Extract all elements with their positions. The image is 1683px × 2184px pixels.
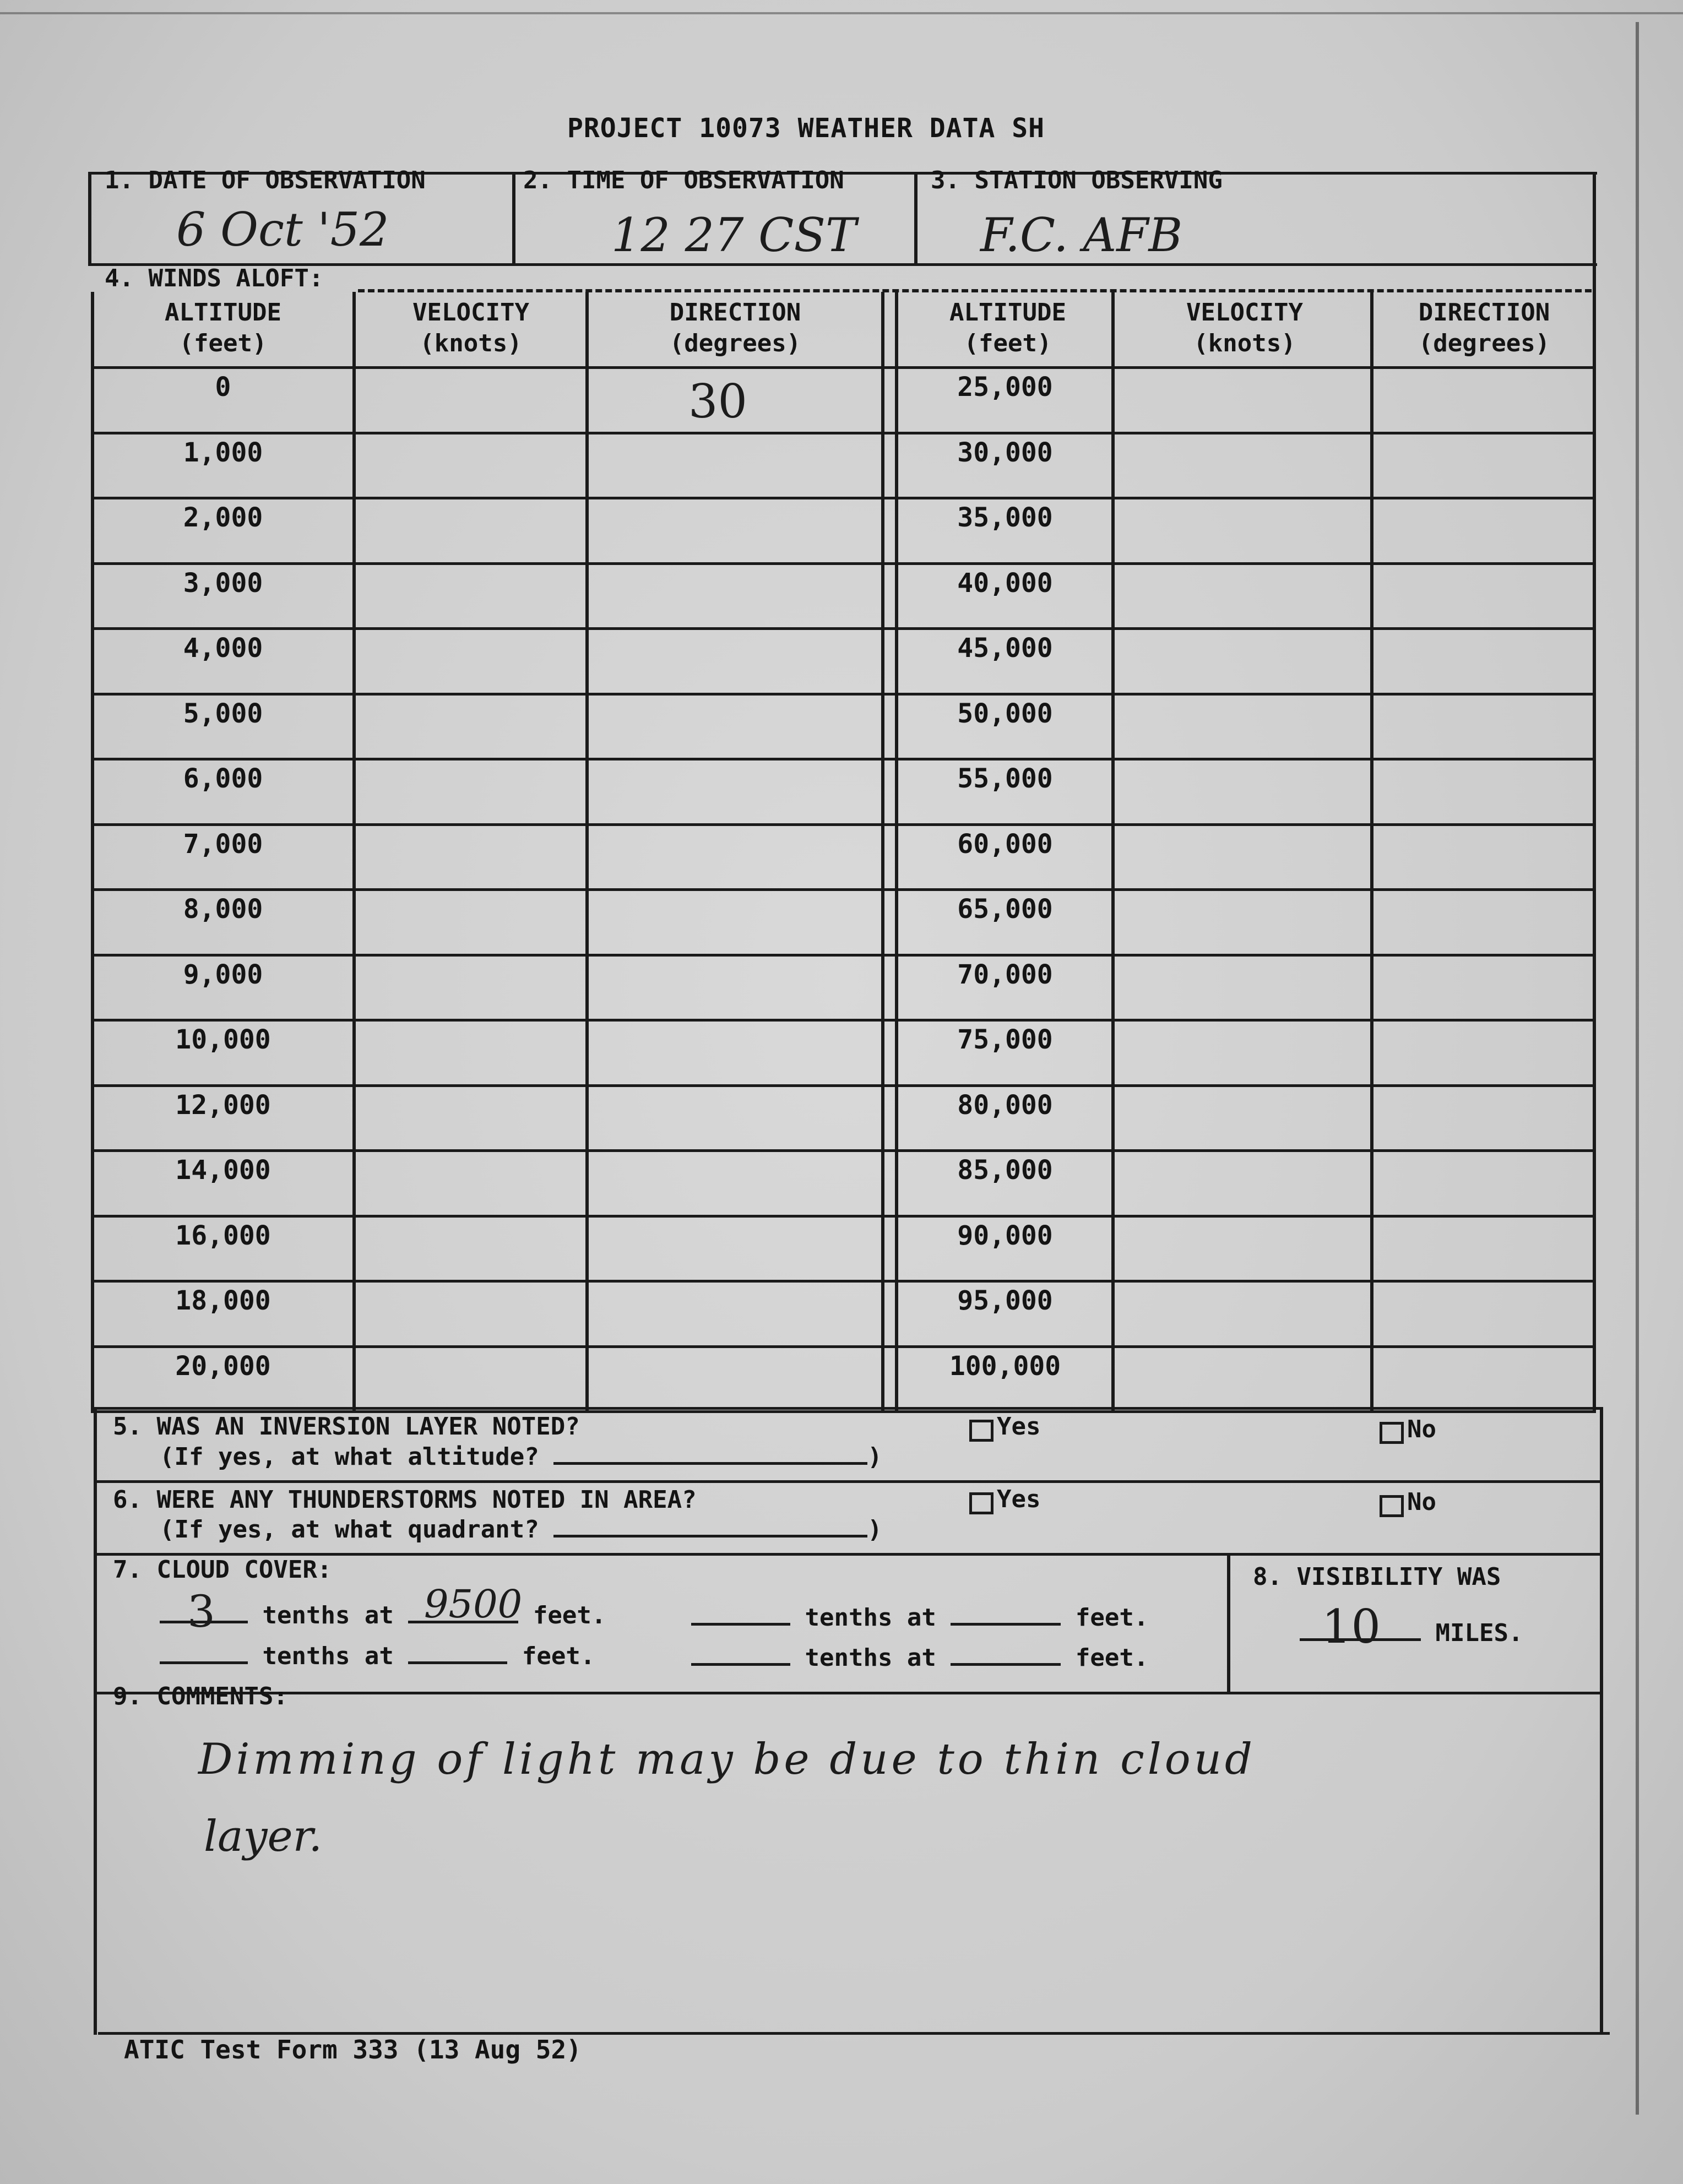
date-label: 1. DATE OF OBSERVATION bbox=[105, 166, 426, 194]
col-line-right-vel bbox=[1370, 292, 1373, 1413]
wind-row-line bbox=[91, 432, 1594, 434]
winds-dash-line bbox=[358, 289, 1592, 292]
divider-date-time bbox=[512, 172, 515, 265]
cloud-tenths-value: 3 bbox=[187, 1586, 215, 1637]
wind-row-line bbox=[91, 1345, 1594, 1348]
comments-line-2: layer. bbox=[204, 1812, 323, 1861]
thunder-sub: (If yes, at what quadrant? ) bbox=[160, 1515, 882, 1544]
left-border-top bbox=[88, 172, 91, 265]
inversion-yes-checkbox[interactable] bbox=[969, 1420, 993, 1442]
date-value: 6 Oct '52 bbox=[176, 203, 389, 257]
wind-row-line bbox=[91, 693, 1594, 696]
wind-row-line bbox=[91, 627, 1594, 630]
left-altitude-header: ALTITUDE (feet) bbox=[165, 298, 281, 357]
inversion-yes-label: Yes bbox=[997, 1412, 1041, 1441]
altitude-cell: 60,000 bbox=[957, 829, 1053, 860]
visibility-label: 8. VISIBILITY WAS bbox=[1253, 1563, 1501, 1591]
altitude-cell: 7,000 bbox=[183, 829, 263, 860]
scan-top-edge bbox=[0, 12, 1683, 14]
col-line-right-alt bbox=[1111, 292, 1115, 1413]
altitude-cell: 85,000 bbox=[957, 1155, 1053, 1186]
altitude-cell: 1,000 bbox=[183, 437, 263, 468]
cloud-tenths-3[interactable] bbox=[160, 1661, 248, 1664]
altitude-cell: 5,000 bbox=[183, 698, 263, 729]
altitude-cell: 12,000 bbox=[175, 1090, 271, 1121]
cloud-feet-2[interactable] bbox=[951, 1623, 1061, 1626]
col-line-left-dir-b bbox=[895, 292, 898, 1413]
wind-row-line bbox=[91, 954, 1594, 957]
altitude-cell: 3,000 bbox=[183, 568, 263, 599]
wind-row-line bbox=[91, 758, 1594, 760]
cloud-feet-3[interactable] bbox=[408, 1661, 507, 1664]
time-value: 12 27 CST bbox=[611, 208, 857, 262]
altitude-cell: 25,000 bbox=[957, 372, 1053, 403]
altitude-cell: 14,000 bbox=[175, 1155, 271, 1186]
altitude-cell: 10,000 bbox=[175, 1024, 271, 1055]
visibility-value: 10 bbox=[1322, 1600, 1381, 1654]
left-direction-header: DIRECTION (degrees) bbox=[669, 298, 801, 357]
wind-row-line bbox=[91, 888, 1594, 891]
cloud-row2-right: tenths at feet. bbox=[691, 1644, 1148, 1672]
col-line-left-alt bbox=[352, 292, 356, 1413]
altitude-cell: 20,000 bbox=[175, 1351, 271, 1382]
divider-time-station bbox=[914, 172, 917, 265]
altitude-cell: 16,000 bbox=[175, 1220, 271, 1251]
altitude-cell: 55,000 bbox=[957, 763, 1053, 794]
altitude-cell: 70,000 bbox=[957, 959, 1053, 990]
form-title: PROJECT 10073 WEATHER DATA SH bbox=[567, 113, 1045, 144]
altitude-cell: 40,000 bbox=[957, 568, 1053, 599]
direction-value-0: 30 bbox=[688, 374, 747, 428]
altitude-cell: 65,000 bbox=[957, 894, 1053, 925]
right-velocity-header: VELOCITY (knots) bbox=[1186, 298, 1303, 357]
col-line-left-vel bbox=[585, 292, 589, 1413]
divider-cloud-visibility bbox=[1227, 1553, 1230, 1693]
wind-row-line bbox=[91, 1215, 1594, 1218]
form-footer: ATIC Test Form 333 (13 Aug 52) bbox=[124, 2035, 582, 2065]
altitude-cell: 45,000 bbox=[957, 633, 1053, 664]
wind-row-line bbox=[91, 1084, 1594, 1087]
winds-label: 4. WINDS ALOFT: bbox=[105, 264, 324, 292]
altitude-cell: 100,000 bbox=[949, 1351, 1061, 1382]
altitude-cell: 95,000 bbox=[957, 1285, 1053, 1316]
section5-top bbox=[94, 1407, 1603, 1410]
col-line-left-dir-a bbox=[881, 292, 884, 1413]
altitude-cell: 8,000 bbox=[183, 894, 263, 925]
right-border-winds bbox=[1593, 292, 1596, 1413]
altitude-cell: 35,000 bbox=[957, 502, 1053, 533]
cloud-row1-right: tenths at feet. bbox=[691, 1604, 1148, 1632]
cloud-tenths-4[interactable] bbox=[691, 1663, 790, 1666]
thunder-no-label: No bbox=[1407, 1488, 1436, 1516]
comments-line-1: Dimming of light may be due to thin cloud bbox=[198, 1735, 1256, 1784]
scan-right-edge bbox=[1636, 22, 1639, 2115]
time-label: 2. TIME OF OBSERVATION bbox=[523, 166, 844, 194]
wind-row-line bbox=[91, 562, 1594, 565]
station-value: F.C. AFB bbox=[980, 208, 1183, 262]
comments-label: 9. COMMENTS: bbox=[113, 1682, 288, 1710]
cloud-tenths-2[interactable] bbox=[691, 1623, 790, 1626]
cloud-feet-4[interactable] bbox=[951, 1663, 1061, 1666]
wind-row-line bbox=[91, 497, 1594, 499]
inversion-sub: (If yes, at what altitude? ) bbox=[160, 1443, 882, 1471]
altitude-cell: 75,000 bbox=[957, 1024, 1053, 1055]
inversion-no-label: No bbox=[1407, 1415, 1436, 1443]
visibility-row: MILES. bbox=[1300, 1619, 1523, 1647]
altitude-cell: 9,000 bbox=[183, 959, 263, 990]
thunder-question: 6. WERE ANY THUNDERSTORMS NOTED IN AREA? bbox=[113, 1486, 697, 1514]
altitude-cell: 80,000 bbox=[957, 1090, 1053, 1121]
altitude-cell: 2,000 bbox=[183, 502, 263, 533]
thunder-quadrant-blank[interactable] bbox=[553, 1535, 867, 1538]
inversion-altitude-blank[interactable] bbox=[553, 1462, 867, 1465]
altitude-cell: 90,000 bbox=[957, 1220, 1053, 1251]
section9-top bbox=[94, 1692, 1603, 1694]
wind-row-line bbox=[91, 366, 1594, 369]
section6-top bbox=[94, 1480, 1603, 1483]
wind-row-line bbox=[91, 823, 1594, 826]
thunder-yes-checkbox[interactable] bbox=[969, 1492, 993, 1514]
altitude-cell: 6,000 bbox=[183, 763, 263, 794]
cloud-row1-left: tenths at feet. bbox=[160, 1601, 606, 1629]
altitude-cell: 18,000 bbox=[175, 1285, 271, 1316]
thunder-no-checkbox[interactable] bbox=[1380, 1495, 1404, 1517]
cloud-label: 7. CLOUD COVER: bbox=[113, 1556, 332, 1584]
right-border-bottom bbox=[1600, 1407, 1603, 2035]
left-border-bottom bbox=[94, 1407, 97, 2035]
right-direction-header: DIRECTION (degrees) bbox=[1418, 298, 1550, 357]
left-velocity-header: VELOCITY (knots) bbox=[412, 298, 529, 357]
cloud-feet-value: 9500 bbox=[424, 1582, 523, 1627]
right-altitude-header: ALTITUDE (feet) bbox=[949, 298, 1066, 357]
thunder-yes-label: Yes bbox=[997, 1485, 1041, 1513]
altitude-cell: 30,000 bbox=[957, 437, 1053, 468]
wind-row-line bbox=[91, 1019, 1594, 1022]
inversion-question: 5. WAS AN INVERSION LAYER NOTED? bbox=[113, 1412, 580, 1441]
wind-row-line bbox=[91, 1280, 1594, 1283]
altitude-cell: 0 bbox=[215, 372, 231, 403]
altitude-cell: 50,000 bbox=[957, 698, 1053, 729]
cloud-row2-left: tenths at feet. bbox=[160, 1642, 595, 1670]
inversion-no-checkbox[interactable] bbox=[1380, 1422, 1404, 1444]
altitude-cell: 4,000 bbox=[183, 633, 263, 664]
right-border-top bbox=[1593, 172, 1596, 298]
station-label: 3. STATION OBSERVING bbox=[931, 166, 1223, 194]
wind-row-line bbox=[91, 1149, 1594, 1152]
